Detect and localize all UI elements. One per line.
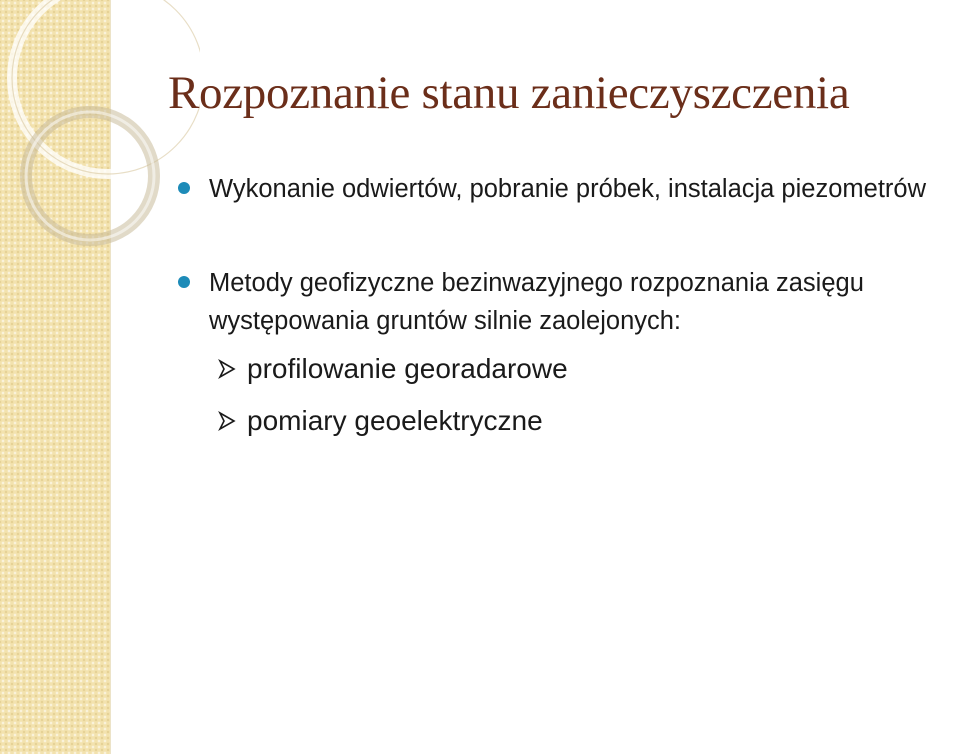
sub-item-geoelectric — [217, 395, 938, 447]
sub-bullet-list — [209, 343, 938, 447]
sub-item-text: profilowanie georadarowe — [247, 353, 568, 384]
bullet-text: Wykonanie odwiertów, pobranie próbek, instalacja piezometrów — [209, 175, 926, 203]
arrow-bullet-icon — [217, 410, 237, 432]
slide-title: Rozpoznanie stanu zanieczyszczenia — [168, 67, 850, 119]
sub-item-text: pomiary geoelektryczne — [247, 405, 543, 436]
arrow-bullet-icon — [217, 358, 237, 380]
sub-item-georadar — [217, 343, 938, 395]
bullet-text: Metody geofizyczne bezinwazyjnego rozpoznania zasięgu występowania gruntów silnie zaolejonych: — [209, 269, 864, 335]
bullet-item-drilling — [178, 170, 938, 208]
bullet-list — [178, 170, 938, 447]
bullet-item-geophysics — [178, 264, 938, 447]
bullet-dot-icon — [178, 182, 190, 194]
decorative-rings-icon — [0, 0, 200, 300]
bullet-dot-icon — [178, 276, 190, 288]
